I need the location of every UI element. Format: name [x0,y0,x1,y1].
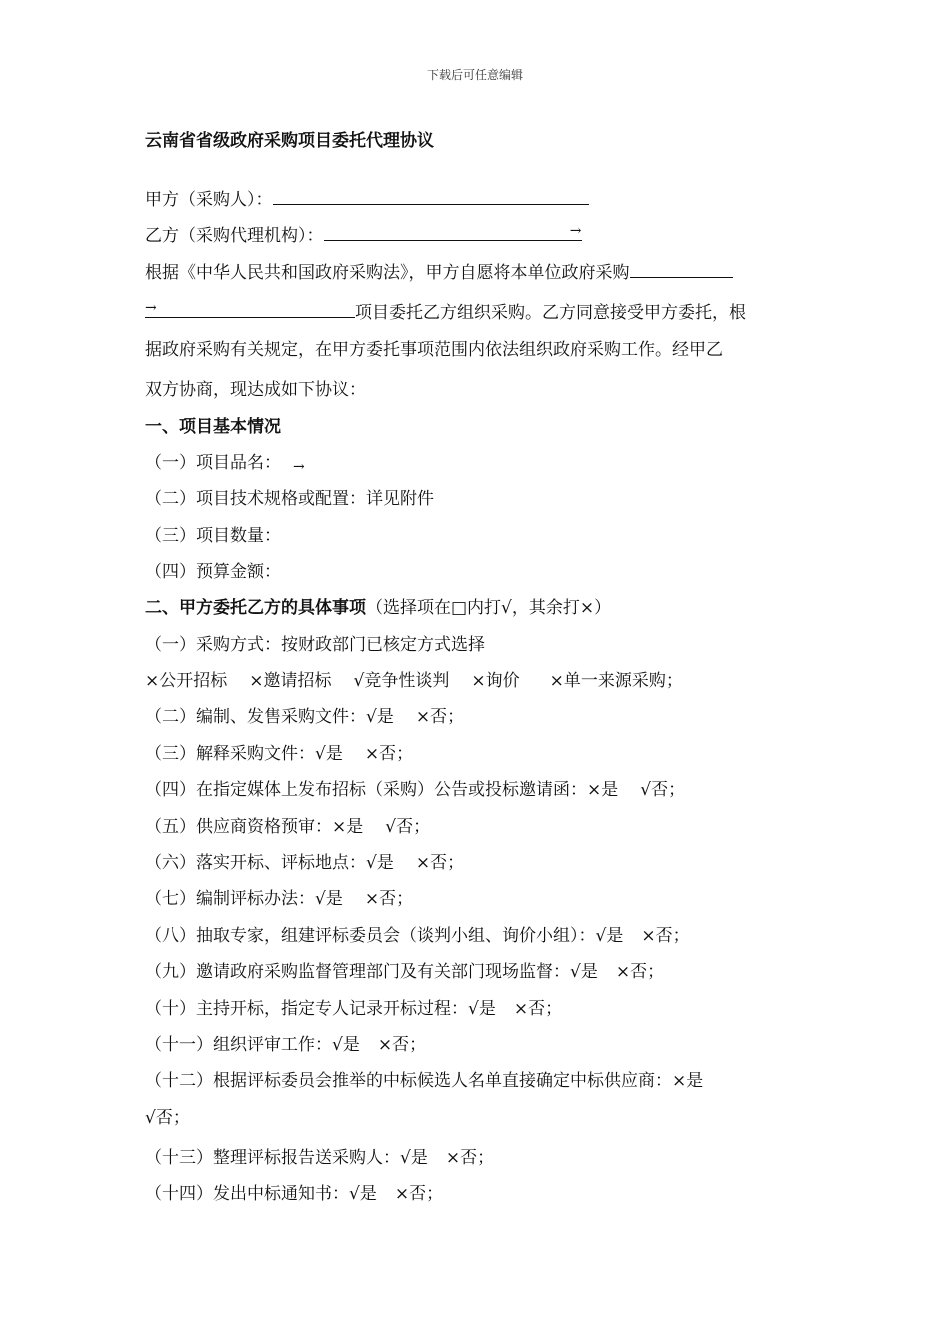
item-row [145,1147,494,1169]
item-row-continued [145,1107,190,1129]
section-1-item-2: （二）项目技术规格或配置：详见附件 [145,489,434,509]
section-1-item-1 [145,452,305,478]
item-text: （十四）发出中标通知书： [145,1184,349,1204]
section-1-item-4: （四）预算金额： [145,562,281,582]
intro-text-1: 根据《中华人民共和国政府采购法》，甲方自愿将本单位政府采购 [145,263,630,283]
item-text: （十）主持开标，指定专人记录开标过程： [145,999,468,1019]
method-single-source: ×单一来源采购； [549,671,683,691]
item-yes: √是 [332,1035,360,1055]
item-row [145,706,464,728]
document-title: 云南省省级政府采购项目委托代理协议 [145,131,434,151]
item-no: ×否； [377,1035,427,1055]
arrow-mark-intro: → [145,300,157,316]
item-no: ×否； [415,707,465,727]
party-b-line [145,223,582,247]
item-text: （十三）整理评标报告送采购人： [145,1148,400,1168]
item-row [145,961,664,983]
intro-line-3: 据政府采购有关规定，在甲方委托事项范围内依法组织政府采购工作。经甲乙 [145,340,723,360]
item-yes: √是 [570,962,598,982]
item-yes: ×是 [332,817,364,837]
item-row [145,779,685,801]
procurement-blank-2 [145,300,355,318]
item-no: √否； [385,817,431,837]
item-no: ×否； [641,926,690,946]
item-no: ×否； [364,889,414,909]
item-row [145,1183,443,1205]
item-row [145,816,430,838]
method-line: （一）采购方式：按财政部门已核定方式选择 [145,635,485,655]
item-no: ×否； [394,1184,444,1204]
item-text: （五）供应商资格预审： [145,817,332,837]
item-row [145,925,690,947]
party-b-label: 乙方（采购代理机构）： [145,226,324,246]
arrow-mark-item: → [293,459,305,475]
method-inquiry: ×询价 [471,671,520,691]
party-a-blank [273,187,589,205]
item-row [145,1034,426,1056]
item-yes: √是 [315,889,343,909]
item-text: （三）解释采购文件： [145,744,315,764]
item-text: （十二）根据评标委员会推举的中标候选人名单直接确定中标供应商： [145,1071,672,1091]
item-row [145,888,413,910]
method-invited-tender: ×邀请招标 [249,671,332,691]
item-no: √否； [145,1108,190,1128]
party-a-label: 甲方（采购人）： [145,190,273,210]
item-row [145,743,413,765]
item-yes: ×是 [672,1071,704,1091]
item-row [145,1070,703,1092]
party-b-blank [324,223,582,241]
item-text: （十一）组织评审工作： [145,1035,332,1055]
item-yes: √是 [349,1184,377,1204]
section-2-heading [145,597,611,619]
item-yes: √是 [366,853,394,873]
item-no: ×否； [513,999,563,1019]
item-yes: ×是 [587,780,619,800]
intro-line-4: 双方协商，现达成如下协议： [145,380,366,400]
item-row [145,998,562,1020]
methods-row [145,670,683,692]
item-text: （七）编制评标办法： [145,889,315,909]
item-no: ×否； [415,853,465,873]
item-no: √否； [640,780,686,800]
method-open-tender: ×公开招标 [145,671,228,691]
item-text: （九）邀请政府采购监督管理部门及有关部门现场监督： [145,962,570,982]
item-no: ×否； [364,744,414,764]
section-1-heading: 一、项目基本情况 [145,417,281,437]
item-yes: √是 [595,926,624,946]
item-yes: √是 [468,999,496,1019]
item-text: （二）编制、发售采购文件： [145,707,366,727]
item-yes: √是 [315,744,343,764]
item-no: ×否； [445,1148,495,1168]
section-2-heading-text: 二、甲方委托乙方的具体事项 [145,598,366,618]
section-2-heading-note: （选择项在□内打√，其余打×） [366,598,612,618]
item-text: （六）落实开标、评标地点： [145,853,366,873]
intro-line-2 [145,300,746,324]
intro-line-1 [145,260,733,284]
item-text: （八）抽取专家，组建评标委员会（谈判小组、询价小组）： [145,926,596,946]
item-row [145,852,464,874]
item-name-label: （一）项目品名： [145,453,281,473]
item-yes: √是 [400,1148,428,1168]
arrow-mark-b: → [569,223,582,239]
header-note: 下载后可任意编辑 [426,68,523,82]
procurement-blank-1 [630,260,733,278]
intro-text-2: 项目委托乙方组织采购。乙方同意接受甲方委托，根 [355,303,746,323]
section-1-item-3: （三）项目数量： [145,526,281,546]
method-competitive-negotiation: √竞争性谈判 [353,671,450,691]
party-a-line [145,187,589,211]
item-yes: √是 [366,707,394,727]
item-no: ×否； [615,962,665,982]
item-text: （四）在指定媒体上发布招标（采购）公告或投标邀请函： [145,780,587,800]
